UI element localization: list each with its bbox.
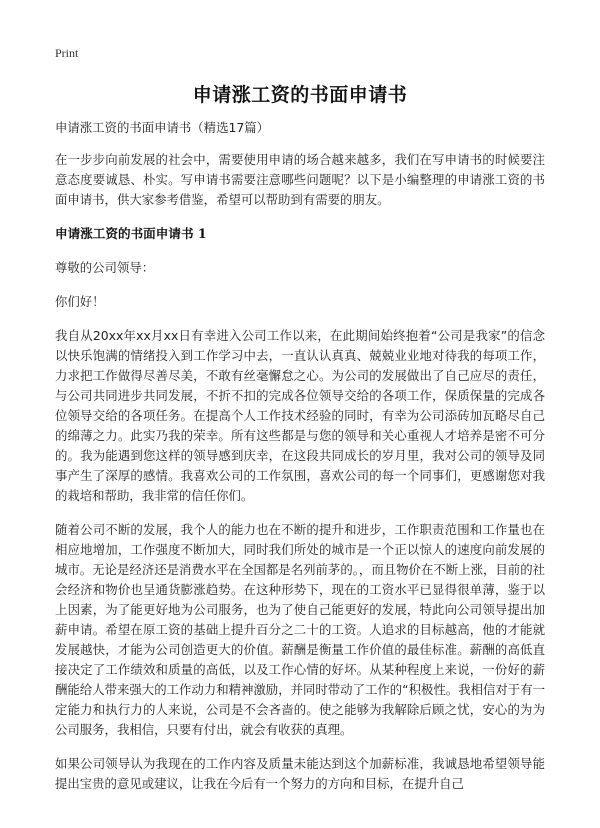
document-body [55, 118, 545, 808]
document-subtitle: 申请涨工资的书面申请书（精选17篇） [55, 120, 270, 135]
body-paragraph: 随着公司不断的发展，我个人的能力也在不断的提升和进步，工作职责范围和工作量也在相应地增加，工作强度不断加大，同时我们所处的城市是一个正以惊人的速度向前发展的城市。无论是经济还是消费水平在全国都是名列前茅的。，而且物价在不断上涨，目前的社会经济和物价也呈通货膨涨趋势。在这种形势下，现在的工资水平已显得很单薄，鉴于以上因素，为了能更好地为公司服务，也为了使自己能更好的发展，特此向公司领导提出加薪申请。希望在原工资的基础上提升百分之二十的工资。人追求的目标越高，他的才能就发展越快，才能为公司创造更大的价值。薪酬是衡量工作价值的最佳标准。薪酬的高低直接决定了工作绩效和质量的高低，以及工作心情的好坏。从某种程度上来说，一份好的薪酬能给人带来强大的工作动力和精神激励，并同时带动了工作的“积极性。我相信对于有一定能力和执行力的人来说，公司是不会吝啬的。使之能够为我解除后顾之忧，安心的为为公司服务，我相信，只要有付出，就会有收获的真理。 [55, 522, 545, 737]
body-paragraph: 如果公司领导认为我现在的工作内容及质量未能达到这个加薪标准，我诚恳地希望领导能提出宝贵的意见或建议，让我在今后有一个努力的方向和目标，在提升自己 [55, 756, 545, 791]
section-heading: 申请涨工资的书面申请书 1 [55, 226, 207, 241]
body-paragraph: 我自从20xx年xx月xx日有幸进入公司工作以来，在此期间始终抱着“公司是我家”的信念以快乐饱满的情绪投入到工作学习中去，一直认认真真、兢兢业业地对待我的每项工作，力求把工作做得尽善尽美，不敢有丝毫懈怠之心。为公司的发展做出了自己应尽的责任，与公司共同进步共同发展，不折不扣的完成各位领导交给的各项工作，保质保量的完成各位领导交给的各项任务。在提高个人工作技术经验的同时，有幸为公司添砖加瓦略尽自己的绵薄之力。此实乃我的荣幸。所有这些都是与您的领导和关心重视人才培养是密不可分的。我为能遇到您这样的领导感到庆幸，在这段共同成长的岁月里，我对公司的领导及同事产生了深厚的感情。我喜欢公司的工作氛围，喜欢公司的每一个同事们，更感谢您对我的栽培和帮助，我非常的信任你们。 [55, 328, 545, 503]
page-title: 申请涨工资的书面申请书 [192, 84, 408, 106]
print-link[interactable]: Print [55, 46, 79, 60]
salutation: 尊敬的公司领导： [55, 260, 155, 275]
greeting: 你们好！ [55, 294, 105, 309]
intro-paragraph: 在一步步向前发展的社会中，需要使用申请的场合越来越多，我们在写申请书的时候要注意态度要诚恳、朴实。写申请书需要注意哪些问题呢？以下是小编整理的申请涨工资的书面申请书，供大家参考借鉴，希望可以帮助到有需要的朋友。 [55, 152, 545, 207]
